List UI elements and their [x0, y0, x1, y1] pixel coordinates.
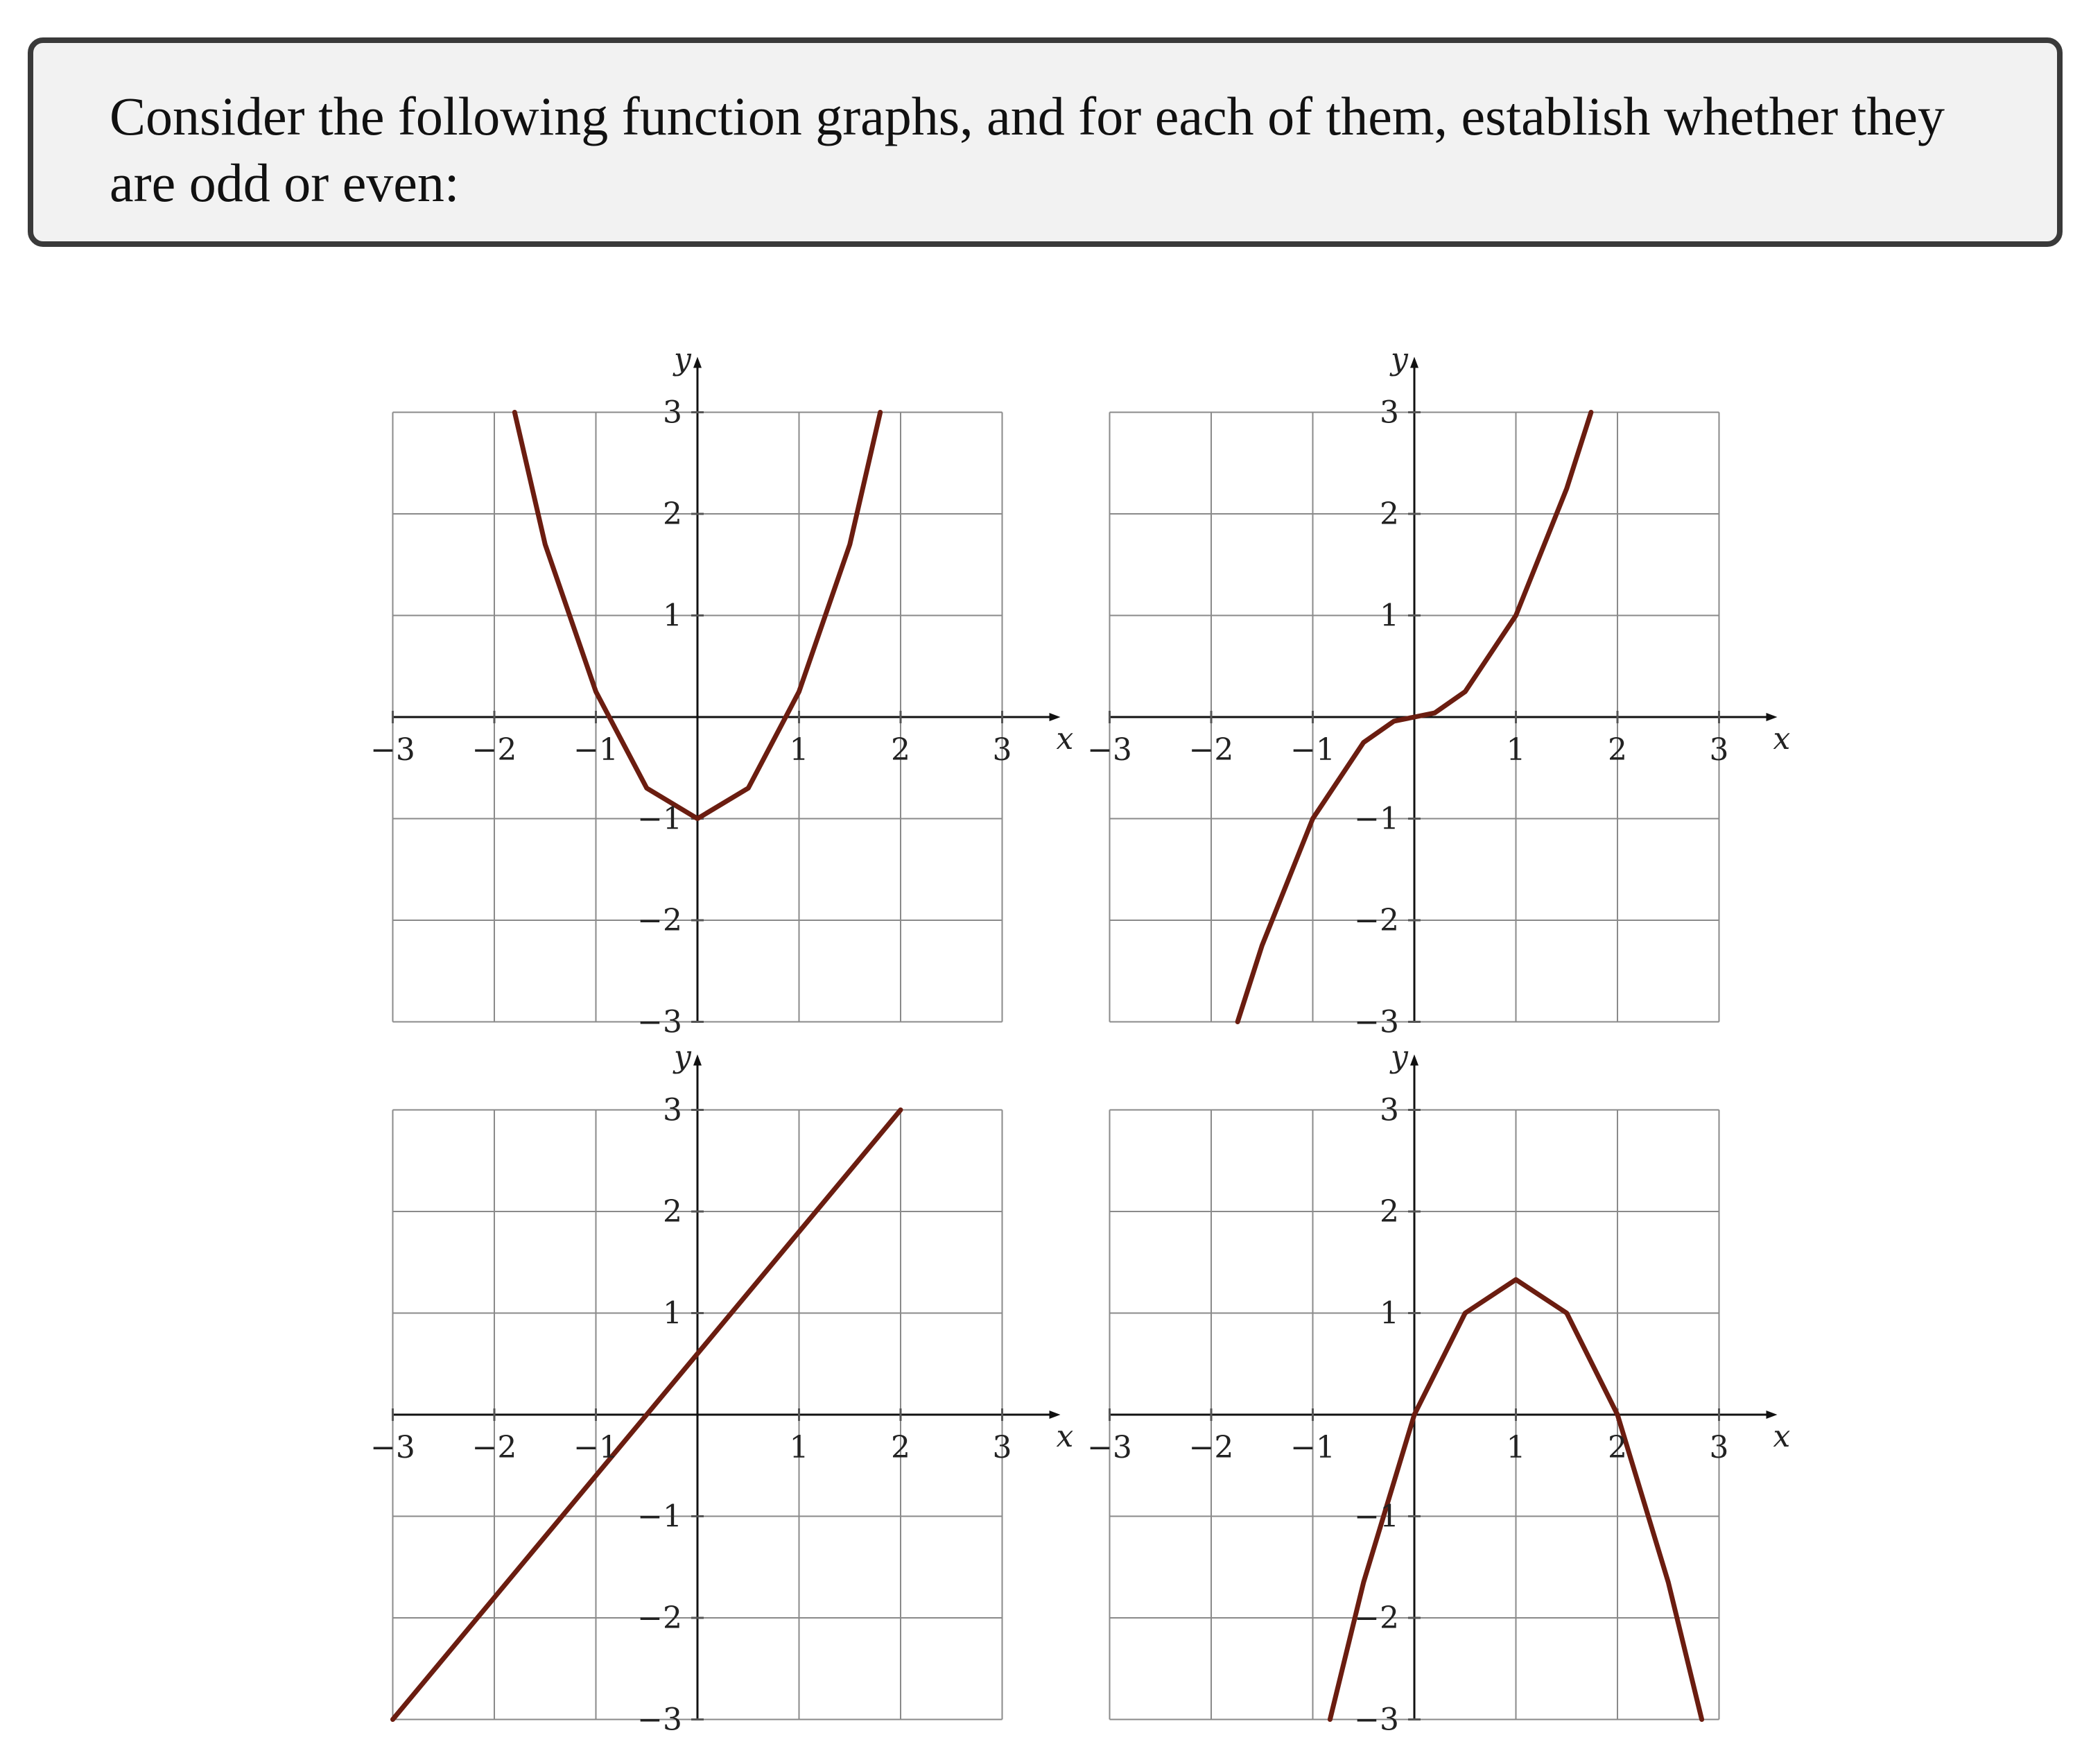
- x-tick-label: −1: [1290, 732, 1335, 768]
- x-tick-label: 1: [789, 732, 809, 768]
- x-axis-label: x: [1773, 1419, 1791, 1454]
- axes: [393, 1064, 1051, 1720]
- x-axis-label: x: [1056, 1419, 1074, 1454]
- y-tick-label: 1: [1380, 598, 1399, 634]
- y-tick-label: 3: [663, 395, 682, 431]
- axes: [1110, 1064, 1768, 1720]
- x-tick-label: 3: [1709, 732, 1729, 768]
- x-tick-label: −3: [370, 732, 415, 768]
- y-axis-label: y: [674, 341, 691, 377]
- x-axis-arrow: [1050, 1411, 1061, 1419]
- plot-3: [370, 1040, 1073, 1738]
- x-axis-label: x: [1056, 721, 1074, 757]
- x-axis-label: x: [1773, 721, 1791, 757]
- plot-4: [1087, 1040, 1790, 1738]
- y-axis-label: y: [1391, 341, 1408, 377]
- x-tick-label: 1: [1506, 732, 1526, 768]
- x-tick-label: −3: [1087, 1430, 1132, 1465]
- x-tick-label: 2: [891, 732, 910, 768]
- y-tick-label: 2: [1380, 497, 1399, 532]
- y-tick-label: −1: [637, 801, 682, 837]
- y-tick-label: −2: [1354, 903, 1399, 938]
- x-tick-label: 3: [992, 1430, 1012, 1465]
- y-tick-label: 3: [1380, 395, 1399, 431]
- y-tick-label: −1: [1354, 801, 1399, 837]
- x-tick-label: −1: [573, 1430, 618, 1465]
- y-tick-label: −3: [1354, 1702, 1399, 1738]
- x-tick-label: −1: [1290, 1430, 1335, 1465]
- x-tick-label: −2: [471, 732, 517, 768]
- y-tick-label: 1: [1380, 1295, 1399, 1331]
- y-axis-label: y: [674, 1039, 691, 1075]
- y-tick-label: −3: [1354, 1004, 1399, 1040]
- plot-1: [370, 342, 1073, 1040]
- x-tick-label: −2: [1188, 1430, 1234, 1465]
- y-axis-arrow: [693, 1055, 702, 1066]
- y-tick-label: −1: [1354, 1499, 1399, 1535]
- axes: [1110, 367, 1768, 1022]
- x-tick-label: 2: [891, 1430, 910, 1465]
- x-axis-arrow: [1767, 1411, 1778, 1419]
- x-tick-label: 2: [1608, 1430, 1627, 1465]
- y-tick-label: −2: [637, 903, 682, 938]
- x-tick-label: 1: [789, 1430, 809, 1465]
- y-tick-label: −3: [637, 1004, 682, 1040]
- x-tick-label: −3: [370, 1430, 415, 1465]
- y-tick-label: 3: [663, 1092, 682, 1128]
- y-tick-label: −2: [1354, 1601, 1399, 1636]
- y-axis-arrow: [693, 357, 702, 368]
- plot-2: [1087, 342, 1790, 1040]
- x-tick-label: −1: [573, 732, 618, 768]
- y-tick-label: −2: [637, 1601, 682, 1636]
- y-tick-label: 3: [1380, 1092, 1399, 1128]
- prompt-text: Consider the following function graphs, and for each of them, establish whether they are odd or even:: [110, 86, 1945, 213]
- x-tick-label: −3: [1087, 732, 1132, 768]
- x-axis-arrow: [1050, 713, 1061, 721]
- y-axis-label: y: [1391, 1039, 1408, 1075]
- x-tick-label: 3: [992, 732, 1012, 768]
- y-tick-label: 1: [663, 1295, 682, 1331]
- y-tick-label: 2: [1380, 1194, 1399, 1230]
- x-tick-label: 2: [1608, 732, 1627, 768]
- x-tick-label: −2: [1188, 732, 1234, 768]
- y-tick-label: 1: [663, 598, 682, 634]
- y-tick-label: −1: [637, 1499, 682, 1535]
- x-axis-arrow: [1767, 713, 1778, 721]
- y-axis-arrow: [1410, 1055, 1418, 1066]
- x-tick-label: 3: [1709, 1430, 1729, 1465]
- y-tick-label: 2: [663, 497, 682, 532]
- y-tick-label: 2: [663, 1194, 682, 1230]
- axes: [393, 367, 1051, 1022]
- x-tick-label: −2: [471, 1430, 517, 1465]
- y-axis-arrow: [1410, 357, 1418, 368]
- x-tick-label: 1: [1506, 1430, 1526, 1465]
- y-tick-label: −3: [637, 1702, 682, 1738]
